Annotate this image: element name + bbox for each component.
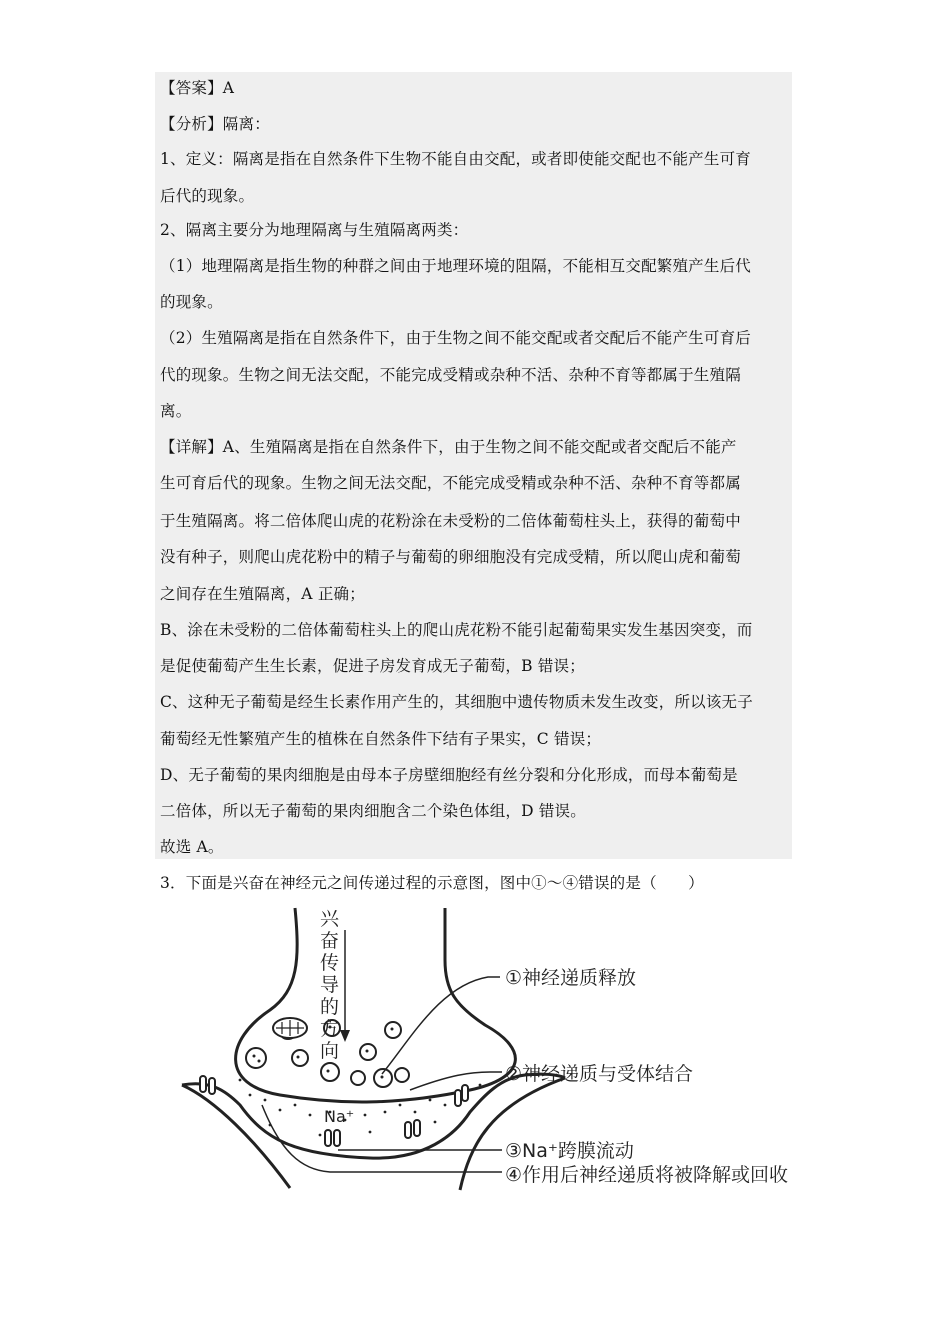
label-2-receptor-binding: ②神经递质与受体结合 xyxy=(505,1063,694,1085)
direction-char: 传 xyxy=(320,952,340,974)
label-4-degradation: ④作用后神经递质将被降解或回收 xyxy=(505,1164,789,1186)
option-c-line-2: 葡萄经无性繁殖产生的植株在自然条件下结有子果实，C 错误； xyxy=(160,730,602,748)
detail-line-3: 于生殖隔离。将二倍体爬山虎的花粉涂在未受粉的二倍体葡萄柱头上，获得的葡萄中 xyxy=(160,512,741,530)
label-1-transmitter-release: ①神经递质释放 xyxy=(505,967,637,989)
direction-char: 向 xyxy=(320,1040,340,1062)
label-3-na-flow: ③Na⁺跨膜流动 xyxy=(505,1140,634,1162)
neurotransmitter-dots xyxy=(239,1079,482,1137)
direction-char: 导 xyxy=(320,974,340,996)
definition-line-2: 后代的现象。 xyxy=(160,187,255,205)
detail-line-1: 【详解】A、生殖隔离是指在自然条件下，由于生物之间不能交配或者交配后不能产 xyxy=(160,438,737,456)
na-ion-label: Na⁺ xyxy=(324,1107,355,1126)
option-c-line-1: C、这种无子葡萄是经生长素作用产生的，其细胞中遗传物质未发生改变，所以该无子 xyxy=(160,693,753,711)
repro-isolation-line-3: 离。 xyxy=(160,402,192,420)
geo-isolation-line-1: （1）地理隔离是指生物的种群之间由于地理环境的阻隔，不能相互交配繁殖产生后代 xyxy=(160,257,751,275)
answer-line: 【答案】A xyxy=(160,79,235,97)
geo-isolation-line-2: 的现象。 xyxy=(160,293,223,311)
detail-line-2: 生可育后代的现象。生物之间无法交配，不能完成受精或杂种不活、杂种不育等都属 xyxy=(160,474,741,492)
option-d-line-1: D、无子葡萄的果肉细胞是由母本子房壁细胞经有丝分裂和分化形成，而母本葡萄是 xyxy=(160,766,738,784)
conclusion-line: 故选 A。 xyxy=(160,838,224,856)
direction-char: 方 xyxy=(320,1018,340,1040)
repro-isolation-line-1: （2）生殖隔离是指在自然条件下，由于生物之间不能交配或者交配后不能产生可育后 xyxy=(160,329,751,347)
direction-char: 兴 xyxy=(320,908,340,930)
direction-label xyxy=(320,908,340,1062)
option-b-line-2: 是促使葡萄产生生长素，促进子房发育成无子葡萄，B 错误； xyxy=(160,657,585,675)
detail-line-5: 之间存在生殖隔离，A 正确； xyxy=(160,585,365,603)
repro-isolation-line-2: 代的现象。生物之间无法交配，不能完成受精或杂种不活、杂种不育等都属于生殖隔 xyxy=(160,366,741,384)
option-d-line-2: 二倍体，所以无子葡萄的果肉细胞含二个染色体组，D 错误。 xyxy=(160,802,586,820)
definition-line-1: 1、定义：隔离是指在自然条件下生物不能自由交配，或者即使能交配也不能产生可育 xyxy=(160,150,751,168)
direction-char: 奋 xyxy=(320,930,340,952)
direction-char: 的 xyxy=(320,996,340,1018)
analysis-title: 【分析】隔离： xyxy=(160,115,270,133)
types-line: 2、隔离主要分为地理隔离与生殖隔离两类： xyxy=(160,221,469,239)
synapse-diagram xyxy=(170,900,830,1200)
question-3-text: 3．下面是兴奋在神经元之间传递过程的示意图，图中①～④错误的是（ ） xyxy=(160,874,704,892)
detail-line-4: 没有种子，则爬山虎花粉中的精子与葡萄的卵细胞没有完成受精，所以爬山虎和葡萄 xyxy=(160,548,741,566)
option-b-line-1: B、涂在未受粉的二倍体葡萄柱头上的爬山虎花粉不能引起葡萄果实发生基因突变，而 xyxy=(160,621,753,639)
